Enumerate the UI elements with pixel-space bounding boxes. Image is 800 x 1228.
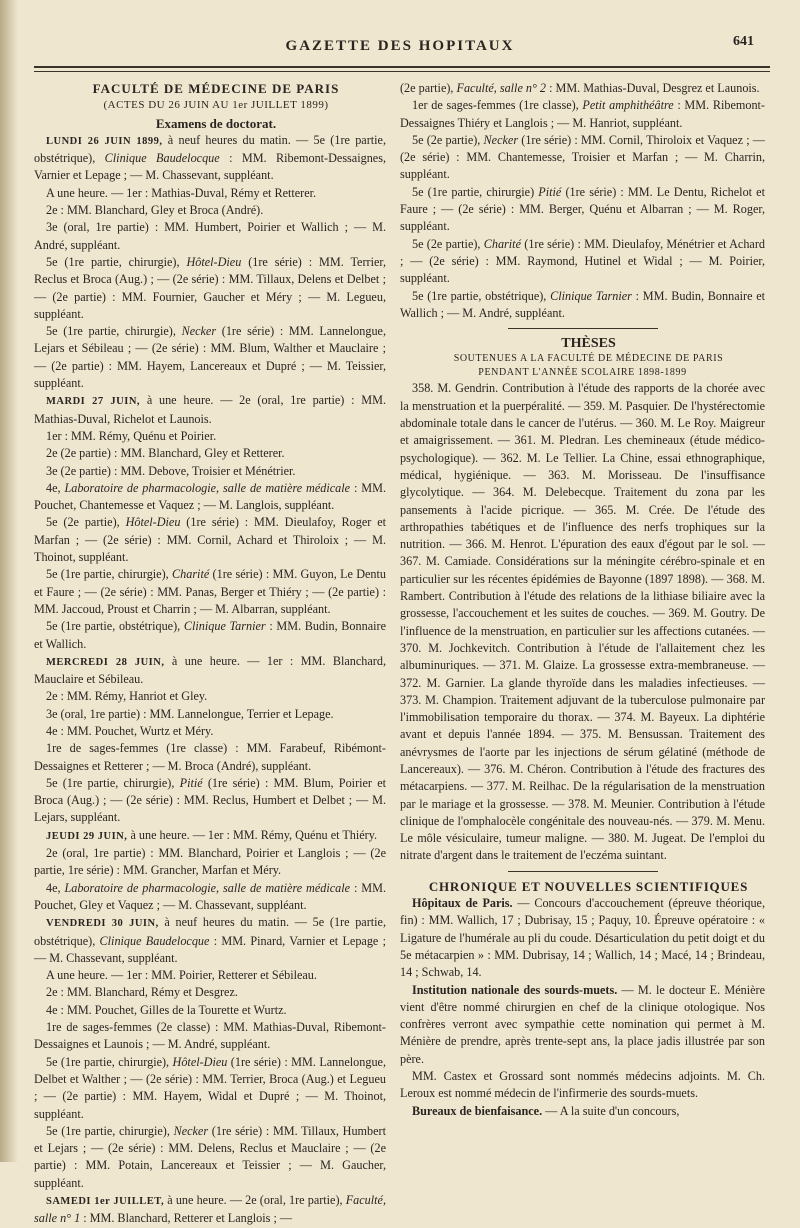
journal-title: GAZETTE DES HOPITAUX <box>285 38 515 54</box>
paragraph-text: : MM. Pinard, Varnier et Lepage ; — M. Chassevant, suppléant. <box>34 933 386 965</box>
paragraph-text: 5e (1re partie, chirurgie), <box>46 1123 174 1138</box>
exam-paragraph <box>34 514 386 566</box>
page-number: 641 <box>733 34 754 49</box>
right-column <box>400 80 765 1120</box>
location-name: Clinique Baudelocque <box>99 933 210 948</box>
location-name: Clinique Baudelocque <box>104 151 220 166</box>
location-name: Necker <box>483 132 519 147</box>
exam-paragraph <box>34 1192 386 1228</box>
paragraph-text: A une heure. — 1er : Mathias-Duval, Rémy et Retterer. <box>46 185 317 200</box>
exam-paragraph <box>34 219 386 254</box>
paragraph-text: 5e (1re partie, obstétrique), <box>412 288 551 303</box>
exam-paragraph <box>34 967 386 984</box>
exam-listing-continued <box>400 80 765 322</box>
day-heading: VENDREDI 30 JUIN, <box>46 918 159 930</box>
exam-paragraph <box>34 202 386 219</box>
theses-subtitle <box>400 352 765 380</box>
paragraph-text: : MM. Ribemont-Dessaignes Thiéry et Langlois ; — M. Hanriot, suppléant. <box>400 98 765 130</box>
paragraph-text: (1re série) : MM. Blum, Poirier et Broca (Aug.) ; — (2e série) : MM. Reclus, Humbert et Delbet ; — M. Lejars, suppléant. <box>34 775 386 825</box>
paragraph-text: : MM. Budin, Bonnaire et Wallich. <box>34 619 386 651</box>
news-text: — M. le docteur E. Ménière vient d'être nommé chirurgien en chef de la clinique otologique. Nos confrères verront avec sympathie cette nomination qui permet à M. Ménière de prendre, après trente-sept ans, la place jadis illustrée par son père. <box>400 982 765 1066</box>
exam-paragraph <box>34 445 386 462</box>
location-name: Hôtel-Dieu <box>172 1054 228 1069</box>
location-name: Clinique Tarnier <box>550 288 632 303</box>
paragraph-text: 5e (2e partie), <box>46 515 126 530</box>
day-heading: MERCREDI 28 JUIN, <box>46 656 165 668</box>
paragraph-text: à une heure. — 1er : MM. Blanchard, Mauclaire et Sébileau. <box>34 653 387 687</box>
paragraph-text: 5e (1re partie, chirurgie), <box>46 324 182 339</box>
paragraph-text: (1re série) : MM. Terrier, Reclus et Broca (Aug.) ; — (2e série) : MM. Tillaux, Delens et Delbet ; — (2e partie) : MM. Fournier, Gaucher et Méry ; — M. Legueu, suppléant. <box>34 254 386 321</box>
running-head <box>0 34 800 62</box>
paragraph-text: 1er de sages-femmes (1re classe), <box>412 98 583 113</box>
paragraph-text: : MM. Pouchet, Chantemesse et Vaquez ; — M. Langlois, suppléant. <box>34 480 386 513</box>
exam-paragraph <box>34 688 386 705</box>
exam-paragraph <box>34 463 386 480</box>
paragraph-text: 5e (1re partie, obstétrique), <box>46 619 184 634</box>
paragraph-text: (1re série) : MM. Tillaux, Humbert et Lejars ; — (2e série) : MM. Delens, Reclus et Mauclaire ; — (2e partie) : MM. Potain, Lancereaux et Teissier ; — M. Gaucher, suppléant. <box>34 1123 386 1190</box>
exam-paragraph <box>34 775 386 827</box>
paragraph-text: : MM. Pouchet, Gley et Vaquez ; — M. Chassevant, suppléant. <box>34 880 386 912</box>
paragraph-text: 1er : MM. Rémy, Quénu et Poirier. <box>46 428 217 443</box>
chronique-title: CHRONIQUE ET NOUVELLES SCIENTIFIQUES <box>428 878 749 894</box>
paragraph-text: 4e, <box>46 880 65 895</box>
paragraph-text: 2e : MM. Rémy, Hanriot et Gley. <box>46 689 208 704</box>
paragraph-text: 2e : MM. Blanchard, Gley et Broca (André). <box>46 203 264 218</box>
location-name: Necker <box>173 1123 209 1138</box>
section-divider <box>508 871 658 872</box>
news-item <box>400 1103 765 1120</box>
exam-paragraph <box>34 323 386 392</box>
paragraph-text: (1re série) : MM. Lannelongue, Lejars et Sébileau ; — (2e série) : MM. Blum, Walther et Mauclaire ; — (2e partie) : MM. Hayem, Lancereaux et Dupré ; — M. Teissier, suppléant. <box>34 324 386 391</box>
exam-paragraph <box>34 185 386 202</box>
exam-paragraph <box>34 132 386 185</box>
theses-subtitle-line1: SOUTENUES A LA FACULTÉ DE MÉDECINE DE PARIS <box>453 353 724 365</box>
exam-paragraph <box>34 740 386 775</box>
paragraph-text: A une heure. — 1er : MM. Poirier, Retterer et Sébileau. <box>46 968 317 983</box>
location-name: Charité <box>172 567 210 582</box>
paragraph-text: à neuf heures du matin. — 5e (1re partie, obstétrique), <box>34 915 386 948</box>
exam-paragraph <box>34 566 386 618</box>
paragraph-text: 5e (1re partie, chirurgie), <box>46 567 172 582</box>
paragraph-text: 4e, <box>46 480 65 495</box>
exam-paragraph <box>34 1123 386 1192</box>
exam-paragraph <box>34 254 386 323</box>
exam-paragraph <box>34 984 386 1001</box>
news-text: — A la suite d'un concours, <box>542 1103 680 1118</box>
news-text: MM. Castex et Grossard sont nommés médecins adjoints. M. Ch. Leroux est nommé médecin de l'infirmerie des sourds-muets. <box>400 1069 765 1101</box>
paragraph-text: (1re série) : MM. Dieulafoy, Roger et Marfan ; — (2e série) : MM. Cornil, Achard et Thiroloix ; — M. Thoinot, suppléant. <box>34 515 387 565</box>
paragraph-text: (1re série) : MM. Guyon, Le Dentu et Faure ; — (2e série) : MM. Panas, Berger et Thiéry ; — (2e partie) : MM. Jaccoud, Proust et Charrin ; — M. Albarran, suppléant. <box>34 567 387 616</box>
paragraph-text: : MM. Mathias-Duval, Desgrez et Launois. <box>546 81 760 95</box>
paragraph-text: 2e (2e partie) : MM. Blanchard, Gley et Retterer. <box>46 446 285 461</box>
location-name: Laboratoire de pharmacologie, salle de matière médicale <box>64 480 351 495</box>
news-item <box>400 895 765 981</box>
paragraph-text: 3e (2e partie) : MM. Debove, Troisier et Ménétrier. <box>46 463 296 478</box>
paragraph-text: à une heure. — 2e (oral, 1re partie) : MM. Mathias-Duval, Richelot et Launois. <box>34 393 386 426</box>
left-column <box>34 80 386 1228</box>
news-item <box>400 982 765 1068</box>
paragraph-text: 3e (oral, 1re partie) : MM. Lannelongue, Terrier et Lepage. <box>46 706 334 721</box>
paragraph-text: : MM. Budin, Bonnaire et Wallich ; — M. André, suppléant. <box>400 288 765 320</box>
header-rule <box>34 66 770 72</box>
paragraph-text: 2e : MM. Blanchard, Rémy et Desgrez. <box>46 985 238 1000</box>
exam-paragraph <box>400 288 765 323</box>
exam-paragraph <box>34 428 386 445</box>
theses-title: THÈSES <box>561 336 616 352</box>
exam-paragraph <box>34 1019 386 1054</box>
paragraph-text: (1re série) : MM. Lannelongue, Delbet et Walther ; — (2e série) : MM. Terrier, Broca (Aug.) et Legueu ; — (2e partie) : MM. Hayem, Widal et Dupré ; — M. Thoinot, suppléant. <box>34 1054 386 1121</box>
day-heading: JEUDI 29 JUIN, <box>46 830 128 842</box>
paragraph-text: 5e (2e partie), <box>412 132 484 147</box>
exam-paragraph <box>34 480 386 515</box>
day-heading: MARDI 27 JUIN, <box>46 396 141 408</box>
exam-paragraph <box>400 132 765 184</box>
paragraph-text: 5e (1re partie, chirurgie), <box>46 1054 173 1069</box>
location-name: Faculté, salle n° 1 <box>34 1193 386 1226</box>
exam-paragraph <box>400 97 765 132</box>
exam-paragraph <box>34 392 386 428</box>
paragraph-text: 1re de sages-femmes (1re classe) : MM. Farabeuf, Ribémont-Dessaignes et Retterer ; — M. Broca (André), suppléant. <box>34 741 386 773</box>
exam-paragraph <box>34 914 386 967</box>
location-name: Hôtel-Dieu <box>186 254 242 269</box>
paragraph-text: 4e : MM. Pouchet, Gilles de la Tourette et Wurtz. <box>46 1002 287 1017</box>
theses-subtitle-line2: PENDANT L'ANNÉE SCOLAIRE 1898-1899 <box>478 367 687 379</box>
location-name: Hôtel-Dieu <box>125 515 181 530</box>
exam-paragraph <box>34 827 386 845</box>
exam-listing <box>34 132 386 1228</box>
location-name: Pitié <box>538 184 562 199</box>
binding-shadow <box>0 0 18 1162</box>
exam-paragraph <box>34 653 386 689</box>
news-heading: Institution nationale des sourds-muets. <box>412 982 618 997</box>
location-name: Charité <box>483 236 521 251</box>
faculty-title: FACULTÉ DE MÉDECINE DE PARIS <box>92 81 340 96</box>
location-name: Necker <box>181 324 217 339</box>
paragraph-text: 3e (oral, 1re partie) : MM. Humbert, Poirier et Wallich ; — M. André, suppléant. <box>34 220 386 252</box>
section-divider <box>508 328 658 329</box>
exam-paragraph <box>34 1002 386 1019</box>
paragraph-text: 2e (oral, 1re partie) : MM. Blanchard, Poirier et Langlois ; — (2e partie, 1re série) : MM. Grancher, Marfan et Méry. <box>34 846 386 878</box>
exam-paragraph <box>34 723 386 740</box>
paragraph-text: 5e (1re partie, chirurgie), <box>46 775 180 790</box>
exam-paragraph <box>34 880 386 915</box>
news-heading: Hôpitaux de Paris. <box>412 896 513 911</box>
exam-paragraph <box>34 706 386 723</box>
exam-paragraph <box>400 236 765 288</box>
paragraph-text: à une heure. — 2e (oral, 1re partie), <box>164 1193 346 1207</box>
paragraph-text: 5e (1re partie, chirurgie) <box>412 184 539 199</box>
exam-paragraph <box>400 80 765 97</box>
paragraph-text: à neuf heures du matin. — 5e (1re partie, obstétrique), <box>34 132 386 166</box>
exam-title: Examens de doctorat. <box>155 115 277 131</box>
paragraph-text: (1re série) : MM. Le Dentu, Richelot et Faure ; — (2e série) : MM. Berger, Quénu et Albarran ; — M. Roger, suppléant. <box>400 184 765 234</box>
location-name: Faculté, salle n° 2 <box>456 81 547 95</box>
paragraph-text: 5e (1re partie, chirurgie), <box>46 254 187 269</box>
day-heading: LUNDI 26 JUIN 1899, <box>46 135 163 147</box>
day-heading: SAMEDI 1er JUILLET, <box>46 1196 165 1207</box>
paragraph-text: 1re de sages-femmes (2e classe) : MM. Mathias-Duval, Ribemont-Dessaignes et Launois ; — M. André, suppléant. <box>34 1020 386 1052</box>
location-name: Clinique Tarnier <box>183 619 266 634</box>
news-text: — Concours d'accouchement (épreuve théorique, fin) : MM. Wallich, 17 ; Dubrisay, 15 ; Paquy, 10. Épreuve opératoire : « Ligature de l'humérale au pli du coude. Désarticulation du petit doigt et du 5e métacarpien » : MM. Dubrisay, 14 ; Wallich, 14 ; Macé, 14 ; Brindeau, 14 ; Schwab, 14. <box>400 896 766 980</box>
paragraph-text: : MM. Ribemont-Dessaignes, Varnier et Lepage ; — M. Chassevant, suppléant. <box>34 151 386 183</box>
paragraph-text: 5e (2e partie), <box>412 236 484 251</box>
faculty-subtitle: (ACTES DU 26 JUIN AU 1er JUILLET 1899) <box>103 99 329 112</box>
location-name: Petit amphithéâtre <box>582 98 674 113</box>
paragraph-text: à une heure. — 1er : MM. Rémy, Quénu et Thiéry. <box>127 827 378 842</box>
news-items <box>400 895 765 1120</box>
theses-list: 358. M. Gendrin. Contribution à l'étude des rapports de la chorée avec la menstruation et la puerpéralité. — 359. M. Pasquier. De l'hystérectomie abdominale totale dans le cancer de l'utérus. — 360. M. Le Roy. Maigreur et amaigrissement. — 361. M. Pledran. Les chemineaux (étude médico-psychologique). — 362. M. Le Tellier. La Chine, essai ethnographique, médical, hygiénique. — 363. M. Morisseau. De l'insuffisance glycolytique. — 364. M. Delebecque. Traitement du zona par les pansements à l'acide picrique. — 365. M. Crée. De l'étude des arthropathies tabétiques et de l'influence des nerfs trophiques sur la nutrition. — 366. M. Henrot. L'épuration des eaux d'égout par le sol. — 367. M. Camiade. Considérations sur la méningite cérébro-spinale et en particulier sur les récentes épidémies de Bayonne (1897 1898). — 368. M. Rambert. Contribution à l'étude des relations de la lithiase biliaire avec la grossesse, l'accouchement et les suites de couches. — 369. M. Goutry. De l'influence de la menstruation, en particulier sur les affections cutanées. — 370. M. Jochkevitch. Contribution à l'étude de l'allaitement chez les albuminuriques. — 371. M. Glaize. La grossesse extra-membraneuse. — 372. M. Garnier. La glande thyroïde dans les maladies infectieuses. — 373. M. Champion. Traitement adjuvant de la tuberculose pulmonaire par l'immobilisation temporaire du thorax. — 374. M. Bayeux. La diphtérie avant et depuis l'année 1894. — 375. M. Bensussan. Traitement des anévrysmes de l'aorte par les injections de sérum gélatiné (méthode de Lancereaux). — 376. M. Chéron. Contribution à l'étude des fractures des métacarpiens. — 377. M. Reilhac. De la régularisation de la menstruation par le mariage et la grossesse. — 378. M. Meunier. Contribution à l'étude clinique de l'omphalocèle congénitale des nouveau-nés. — 379. M. Menu. Le môle vésiculaire, tumeur maligne. — 380. M. Jugeat. De l'emploi du nitrate d'argent dans le traitement de l'eczéma suintant. <box>400 381 765 863</box>
paragraph-text: (1re série) : MM. Dieulafoy, Ménétrier et Achard ; — (2e série) : MM. Raymond, Hutinel et Widal ; — M. Poirier, suppléant. <box>400 236 765 286</box>
news-heading: Bureaux de bienfaisance. <box>412 1103 543 1118</box>
paragraph-text: 4e : MM. Pouchet, Wurtz et Méry. <box>46 723 214 738</box>
exam-paragraph <box>34 618 386 653</box>
paragraph-text: : MM. Blanchard, Retterer et Langlois ; — <box>80 1211 293 1226</box>
exam-paragraph <box>34 1054 386 1123</box>
exam-paragraph <box>34 845 386 880</box>
location-name: Pitié <box>179 775 203 790</box>
location-name: Laboratoire de pharmacologie, salle de matière médicale <box>64 880 351 895</box>
paragraph-text: (2e partie), <box>400 81 457 95</box>
paragraph-text: (1re série) : MM. Cornil, Thiroloix et Vaquez ; — (2e série) : MM. Chantemesse, Troisier et Marfan ; — M. Charrin, suppléant. <box>400 132 765 182</box>
exam-paragraph <box>400 184 765 236</box>
news-item <box>400 1068 765 1103</box>
